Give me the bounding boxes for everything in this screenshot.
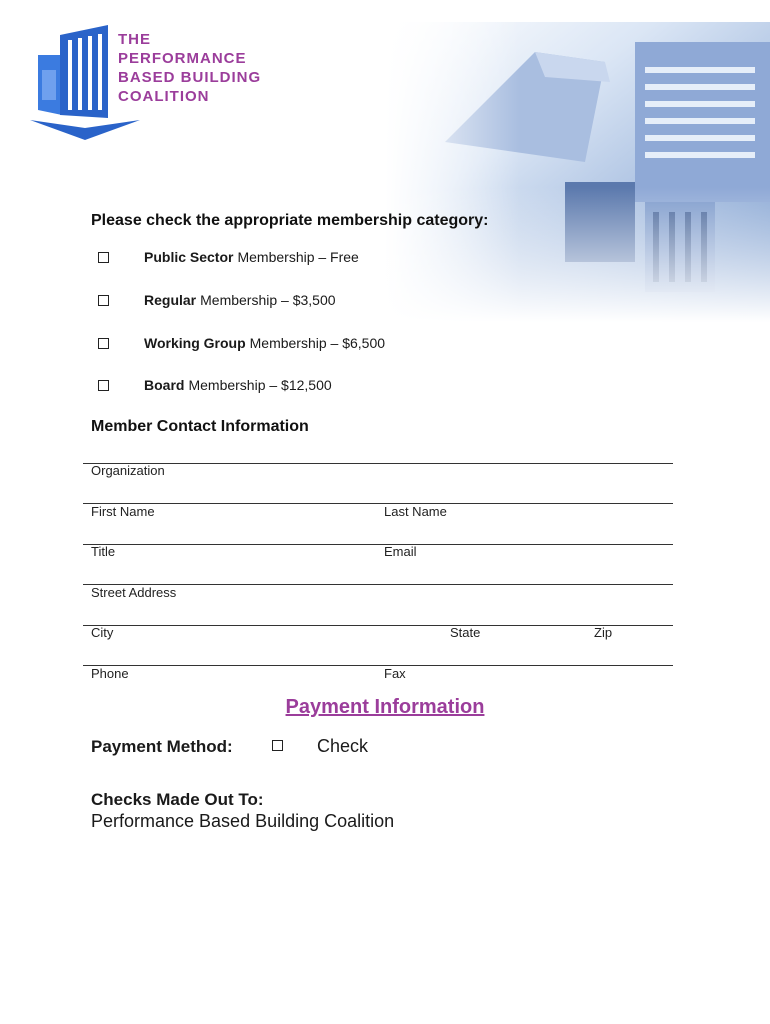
option-price: Membership – $6,500 [249,335,386,351]
checkbox[interactable] [98,295,109,306]
phone-fax-field-row[interactable] [83,665,673,666]
payment-method-label: Payment Method: [91,737,233,756]
checkbox[interactable] [98,380,109,391]
logo-wordmark [118,30,261,106]
checkbox[interactable] [98,338,109,349]
organization-label: Organization [91,463,165,478]
check-payment-checkbox[interactable] [272,740,283,751]
city-state-zip-field-row[interactable] [83,625,673,626]
header-building-photo [385,22,770,322]
first-name-label: First Name [91,504,155,519]
state-label: State [450,625,481,640]
logo-line: THE [118,31,151,48]
phone-label: Phone [91,666,129,681]
option-name: Working Group [144,335,246,351]
organization-field[interactable] [83,463,673,464]
name-field-row[interactable] [83,503,673,504]
option-name: Regular [144,292,197,308]
checks-payee: Performance Based Building Coalition [91,811,395,831]
last-name-label: Last Name [384,504,447,519]
title-email-field-row[interactable] [83,544,673,545]
check-payment-label: Check [317,736,369,756]
membership-option-board[interactable] [98,375,332,395]
logo-line: COALITION [118,88,210,105]
option-price: Membership – Free [237,249,359,265]
checks-made-out-label: Checks Made Out To: [91,790,264,809]
fax-label: Fax [384,666,406,681]
option-price: Membership – $12,500 [188,377,332,393]
membership-heading: Please check the appropriate membership category: [91,212,489,229]
option-name: Board [144,377,185,393]
option-name: Public Sector [144,249,234,265]
membership-option-working-group[interactable] [98,333,385,353]
payment-heading: Payment Information [285,696,485,718]
membership-option-public-sector[interactable] [98,247,359,267]
city-label: City [91,625,114,640]
zip-label: Zip [594,625,613,640]
logo-line: PERFORMANCE [118,50,247,67]
street-address-label: Street Address [91,585,177,600]
checkbox[interactable] [98,252,109,263]
contact-heading: Member Contact Information [91,418,309,435]
title-label: Title [91,544,116,559]
membership-option-regular[interactable] [98,290,336,310]
logo-line: BASED BUILDING [118,69,262,86]
email-label: Email [384,544,417,559]
option-price: Membership – $3,500 [200,292,336,308]
